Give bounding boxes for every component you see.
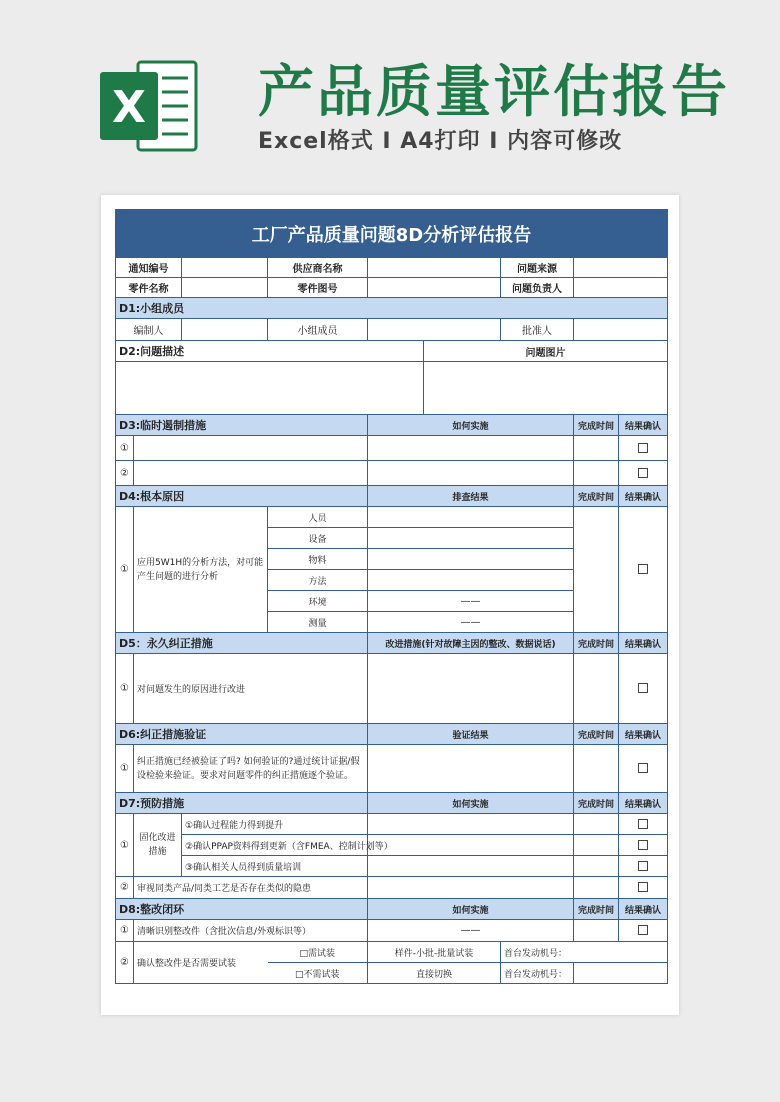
d6-time[interactable] — [574, 745, 619, 793]
checkbox-icon[interactable] — [638, 840, 648, 850]
d4-factor: 物料 — [268, 549, 368, 570]
section-d6-title: D6:纠正措施验证 — [116, 724, 368, 745]
row-number: ② — [116, 461, 134, 486]
report-sheet — [101, 195, 679, 1015]
excel-logo-icon — [100, 58, 198, 154]
info-value[interactable] — [368, 258, 501, 278]
checkbox-icon[interactable] — [638, 763, 648, 773]
d7-item: ③确认相关人员得到质量培训 — [182, 856, 368, 877]
d4-factor: 环境 — [268, 591, 368, 612]
checkbox-icon[interactable] — [638, 925, 648, 935]
d5-description: 对问题发生的原因进行改进 — [134, 654, 368, 724]
d8-time-header: 完成时间 — [574, 899, 619, 920]
d5-plan[interactable] — [368, 654, 574, 724]
d4-factor: 测量 — [268, 612, 368, 633]
d7-item2: 审视同类产品/同类工艺是否存在类似的隐患 — [134, 877, 368, 899]
d7-confirm-header: 结果确认 — [619, 793, 668, 814]
svg-text:X: X — [112, 82, 146, 133]
d4-factor: 设备 — [268, 528, 368, 549]
d4-description: 应用5W1H的分析方法，对可能产生问题的进行分析 — [134, 507, 268, 633]
checkbox-icon[interactable] — [638, 861, 648, 871]
d8-how[interactable]: —— — [368, 920, 574, 942]
report-title: 工厂产品质量问题8D分析评估报告 — [116, 210, 668, 258]
section-d5-title: D5：永久纠正措施 — [116, 633, 368, 654]
row-number: ② — [116, 942, 134, 984]
d4-result[interactable] — [368, 570, 574, 591]
d4-time[interactable] — [574, 507, 619, 633]
d1-value[interactable] — [182, 319, 268, 341]
d3-how-header: 如何实施 — [368, 415, 574, 436]
d6-result-header: 验证结果 — [368, 724, 574, 745]
engine-number-label: 首台发动机号： — [501, 942, 668, 963]
d5-time-header: 完成时间 — [574, 633, 619, 654]
section-d3-title: D3:临时遏制措施 — [116, 415, 368, 436]
trial-option[interactable]: □需试装 — [268, 942, 368, 963]
checkbox-icon[interactable] — [638, 564, 648, 574]
page-title: 产品质量评估报告 — [258, 60, 730, 125]
checkbox-icon[interactable] — [638, 882, 648, 892]
d3-confirm-header: 结果确认 — [619, 415, 668, 436]
d8-item1: 清晰识别整改件（含批次信息/外观标识等） — [134, 920, 368, 942]
d3-time-header: 完成时间 — [574, 415, 619, 436]
d4-result[interactable]: —— — [368, 612, 574, 633]
checkbox-icon[interactable] — [638, 468, 648, 478]
row-number: ① — [116, 814, 134, 877]
d2-photo-label: 问题图片 — [424, 341, 668, 362]
section-d2-title: D2:问题描述 — [116, 341, 424, 362]
d7-how[interactable] — [368, 856, 574, 877]
d7-how[interactable] — [368, 877, 574, 899]
d5-time[interactable] — [574, 654, 619, 724]
d7-time[interactable] — [574, 877, 619, 899]
d2-description[interactable] — [116, 362, 424, 415]
no-trial-option[interactable]: □不需试装 — [268, 963, 368, 984]
d7-how[interactable] — [368, 814, 574, 835]
d7-time[interactable] — [574, 835, 619, 856]
d5-plan-header: 改进措施(针对故障主因的整改、数据说话) — [368, 633, 574, 654]
d5-confirm-header: 结果确认 — [619, 633, 668, 654]
row-number: ① — [116, 507, 134, 633]
info-label: 供应商名称 — [268, 258, 368, 278]
d8-time[interactable] — [574, 920, 619, 942]
d4-result[interactable] — [368, 528, 574, 549]
d3-how[interactable] — [368, 461, 574, 486]
d7-item: ①确认过程能力得到提升 — [182, 814, 368, 835]
d6-result[interactable] — [368, 745, 574, 793]
d3-measure[interactable] — [134, 436, 368, 461]
page-subtitle: Excel格式 I A4打印 I 内容可修改 — [258, 129, 623, 154]
info-value[interactable] — [574, 258, 668, 278]
switch-type: 直接切换 — [368, 963, 501, 984]
info-label: 通知编号 — [116, 258, 182, 278]
info-value[interactable] — [182, 278, 268, 298]
info-value[interactable] — [368, 278, 501, 298]
section-d8-title: D8:整改闭环 — [116, 899, 368, 920]
d6-description: 纠正措施已经被验证了吗? 如何验证的?通过统计证据/假设检验来验证。要求对问题零件的纠正措施逐个验证。 — [134, 745, 368, 793]
row-number: ① — [116, 436, 134, 461]
info-value[interactable] — [182, 258, 268, 278]
d3-measure[interactable] — [134, 461, 368, 486]
d1-label: 小组成员 — [268, 319, 368, 341]
d4-confirm-header: 结果确认 — [619, 486, 668, 507]
row-number: ① — [116, 920, 134, 942]
d3-time[interactable] — [574, 436, 619, 461]
d4-check-header: 排查结果 — [368, 486, 574, 507]
d1-value[interactable] — [574, 319, 668, 341]
d7-how[interactable] — [368, 835, 574, 856]
checkbox-icon[interactable] — [638, 443, 648, 453]
info-label: 问题负责人 — [501, 278, 574, 298]
section-d1-title: D1:小组成员 — [116, 298, 668, 319]
row-number: ② — [116, 877, 134, 899]
engine-number-value[interactable] — [574, 963, 668, 984]
d4-factor: 人员 — [268, 507, 368, 528]
d1-value[interactable] — [368, 319, 501, 341]
report-table — [115, 209, 668, 984]
d3-time[interactable] — [574, 461, 619, 486]
d1-label: 编制人 — [116, 319, 182, 341]
checkbox-icon[interactable] — [638, 683, 648, 693]
d6-confirm-header: 结果确认 — [619, 724, 668, 745]
d4-result[interactable] — [368, 507, 574, 528]
d1-label: 批准人 — [501, 319, 574, 341]
d7-time[interactable] — [574, 814, 619, 835]
d4-result[interactable] — [368, 549, 574, 570]
section-d7-title: D7:预防措施 — [116, 793, 368, 814]
info-value[interactable] — [574, 278, 668, 298]
row-number: ① — [116, 745, 134, 793]
d4-factor: 方法 — [268, 570, 368, 591]
info-label: 零件图号 — [268, 278, 368, 298]
trial-type: 样件-小批-批量试装 — [368, 942, 501, 963]
info-label: 零件名称 — [116, 278, 182, 298]
engine-number-label: 首台发动机号： — [501, 963, 574, 984]
info-label: 问题来源 — [501, 258, 574, 278]
checkbox-icon[interactable] — [638, 819, 648, 829]
d8-confirm-header: 结果确认 — [619, 899, 668, 920]
d7-time[interactable] — [574, 856, 619, 877]
d8-item2: 确认整改件是否需要试装 — [134, 942, 268, 984]
d7-time-header: 完成时间 — [574, 793, 619, 814]
d4-time-header: 完成时间 — [574, 486, 619, 507]
d2-photo[interactable] — [424, 362, 668, 415]
d6-time-header: 完成时间 — [574, 724, 619, 745]
d8-how-header: 如何实施 — [368, 899, 574, 920]
d4-result[interactable]: —— — [368, 591, 574, 612]
row-number: ① — [116, 654, 134, 724]
d7-group-label: 固化改进 措施 — [134, 814, 182, 877]
d7-how-header: 如何实施 — [368, 793, 574, 814]
section-d4-title: D4:根本原因 — [116, 486, 368, 507]
d7-item: ②确认PPAP资料得到更新（含FMEA、控制计划等） — [182, 835, 368, 856]
d3-how[interactable] — [368, 436, 574, 461]
